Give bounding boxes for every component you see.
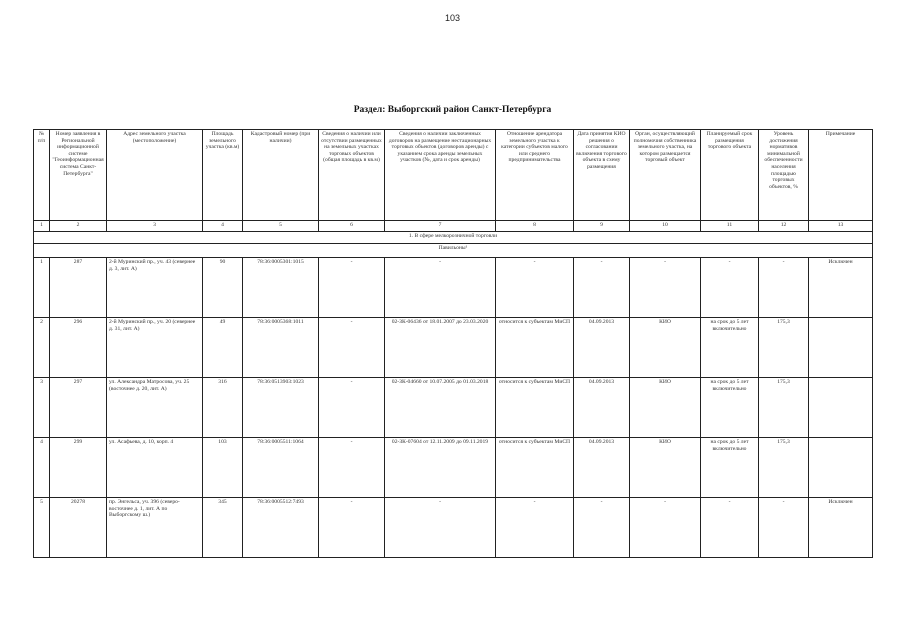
existing-objects: - [319, 258, 385, 318]
application-number: 296 [50, 318, 107, 378]
address: ул. Александра Матросова, уч. 25 (восточнее д. 20, лит. А) [107, 378, 203, 438]
column-number: 1 [34, 221, 50, 232]
area: 49 [203, 318, 243, 378]
contracts: 02-ЗК-06436 от 18.01.2007 до 23.03.2020 [385, 318, 496, 378]
group-row [34, 232, 873, 244]
existing-objects: - [319, 498, 385, 558]
authority: КИО [630, 378, 701, 438]
contracts: 02-ЗК-04660 от 10.07.2005 до 01.03.2018 [385, 378, 496, 438]
header-cell: № п/п [34, 130, 50, 221]
existing-objects: - [319, 318, 385, 378]
planned-term: - [701, 258, 759, 318]
header-cell: Площадь земельного участка (кв.м) [203, 130, 243, 221]
area: 316 [203, 378, 243, 438]
header-cell: Планируемый срок размещения торгового объекта [701, 130, 759, 221]
sme-category: относится к субъектам МиСП [496, 318, 574, 378]
header-cell: Номер заявления в Региональной информационной системе "Геоинформационная система Санкт-Петербурга" [50, 130, 107, 221]
authority: КИО [630, 318, 701, 378]
sme-category: - [496, 258, 574, 318]
note [809, 318, 873, 378]
sme-category: относится к субъектам МиСП [496, 438, 574, 498]
application-number: 299 [50, 438, 107, 498]
header-cell: Сведения о наличии или отсутствии размещенных на земельных участках торговых объектов (общая площадь в кв.м) [319, 130, 385, 221]
contracts: - [385, 258, 496, 318]
column-number: 11 [701, 221, 759, 232]
section-title: Раздел: Выборгский район Санкт-Петербурга [353, 105, 552, 115]
header-row [34, 130, 873, 221]
provision-level: 175,3 [759, 438, 809, 498]
header-cell: Уровень достижения нормативов минимальной обеспеченности населения площадью торговых объектов, % [759, 130, 809, 221]
column-number: 7 [385, 221, 496, 232]
table-row [34, 318, 873, 378]
header-cell: Кадастровый номер (при наличии) [243, 130, 319, 221]
note: Исключен [809, 498, 873, 558]
application-number: 20278 [50, 498, 107, 558]
column-number-row [34, 221, 873, 232]
header-cell: Адрес земельного участка (местоположение) [107, 130, 203, 221]
sme-category: относится к субъектам МиСП [496, 378, 574, 438]
contracts: 02-ЗК-07604 от 12.11.2009 до 09.11.2019 [385, 438, 496, 498]
header-cell: Отношение арендатора земельного участка к категории субъектов малого или среднего предпринимательства [496, 130, 574, 221]
header-cell: Дата принятия КИО решения о согласовании включения торгового объекта в схему размещения [574, 130, 630, 221]
application-number: 297 [50, 378, 107, 438]
cadastral-number: 78:36:0513903:1023 [243, 378, 319, 438]
table-row [34, 498, 873, 558]
area: 103 [203, 438, 243, 498]
header-cell: Примечание [809, 130, 873, 221]
cadastral-number: 78:36:0005511:1064 [243, 438, 319, 498]
cadastral-number: 78:36:0005368:1011 [243, 318, 319, 378]
column-number: 3 [107, 221, 203, 232]
note: Исключен [809, 258, 873, 318]
planned-term: - [701, 498, 759, 558]
address: 2-й Муринский пр., уч. 20 (севернее д. 31, лит. А) [107, 318, 203, 378]
subgroup-row [34, 244, 873, 258]
approval-date: 04.09.2013 [574, 438, 630, 498]
column-number: 4 [203, 221, 243, 232]
column-number: 5 [243, 221, 319, 232]
subgroup-label: Павильоны¹ [34, 244, 873, 258]
row-number: 3 [34, 378, 50, 438]
provision-level: 175,3 [759, 378, 809, 438]
column-number: 8 [496, 221, 574, 232]
provision-level: 175,3 [759, 318, 809, 378]
existing-objects: - [319, 438, 385, 498]
authority: - [630, 498, 701, 558]
address: ул. Асафьева, д. 10, корп. 4 [107, 438, 203, 498]
provision-level: - [759, 258, 809, 318]
area: 90 [203, 258, 243, 318]
approval-date: 04.09.2013 [574, 378, 630, 438]
column-number: 10 [630, 221, 701, 232]
row-number: 4 [34, 438, 50, 498]
sme-category: - [496, 498, 574, 558]
group-label: 1. В сфере мелкорозничной торговли [34, 232, 873, 244]
row-number: 5 [34, 498, 50, 558]
address: пр. Энгельса, уч. 396 (северо-восточнее д. 1, лит. А по Выборгскому ш.) [107, 498, 203, 558]
authority: - [630, 258, 701, 318]
cadastral-number: 78:36:0005512:7493 [243, 498, 319, 558]
cadastral-number: 78:36:0005301:1015 [243, 258, 319, 318]
column-number: 2 [50, 221, 107, 232]
table-row [34, 378, 873, 438]
page-number: 103 [444, 13, 461, 23]
planned-term: на срок до 5 лет включительно [701, 318, 759, 378]
table-row [34, 438, 873, 498]
existing-objects: - [319, 378, 385, 438]
column-number: 9 [574, 221, 630, 232]
table-row [34, 258, 873, 318]
column-number: 13 [809, 221, 873, 232]
area: 345 [203, 498, 243, 558]
approval-date: - [574, 258, 630, 318]
approval-date: 04.09.2013 [574, 318, 630, 378]
header-cell: Орган, осуществляющий полномочия собственника земельного участка, на котором размещается торговый объект [630, 130, 701, 221]
note [809, 378, 873, 438]
application-number: 287 [50, 258, 107, 318]
note [809, 438, 873, 498]
planned-term: на срок до 5 лет включительно [701, 378, 759, 438]
address: 2-й Муринский пр., уч. 43 (севернее д. 3, лит. А) [107, 258, 203, 318]
row-number: 1 [34, 258, 50, 318]
provision-level: - [759, 498, 809, 558]
planned-term: на срок до 5 лет включительно [701, 438, 759, 498]
authority: КИО [630, 438, 701, 498]
row-number: 2 [34, 318, 50, 378]
registry-table [33, 129, 873, 558]
column-number: 6 [319, 221, 385, 232]
contracts: - [385, 498, 496, 558]
approval-date: - [574, 498, 630, 558]
column-number: 12 [759, 221, 809, 232]
header-cell: Сведения о наличии заключенных договоров на размещение нестационарных торговых объектов (договоров аренды) с указанием срока аренды земельных участков (№, дата и срок аренды) [385, 130, 496, 221]
